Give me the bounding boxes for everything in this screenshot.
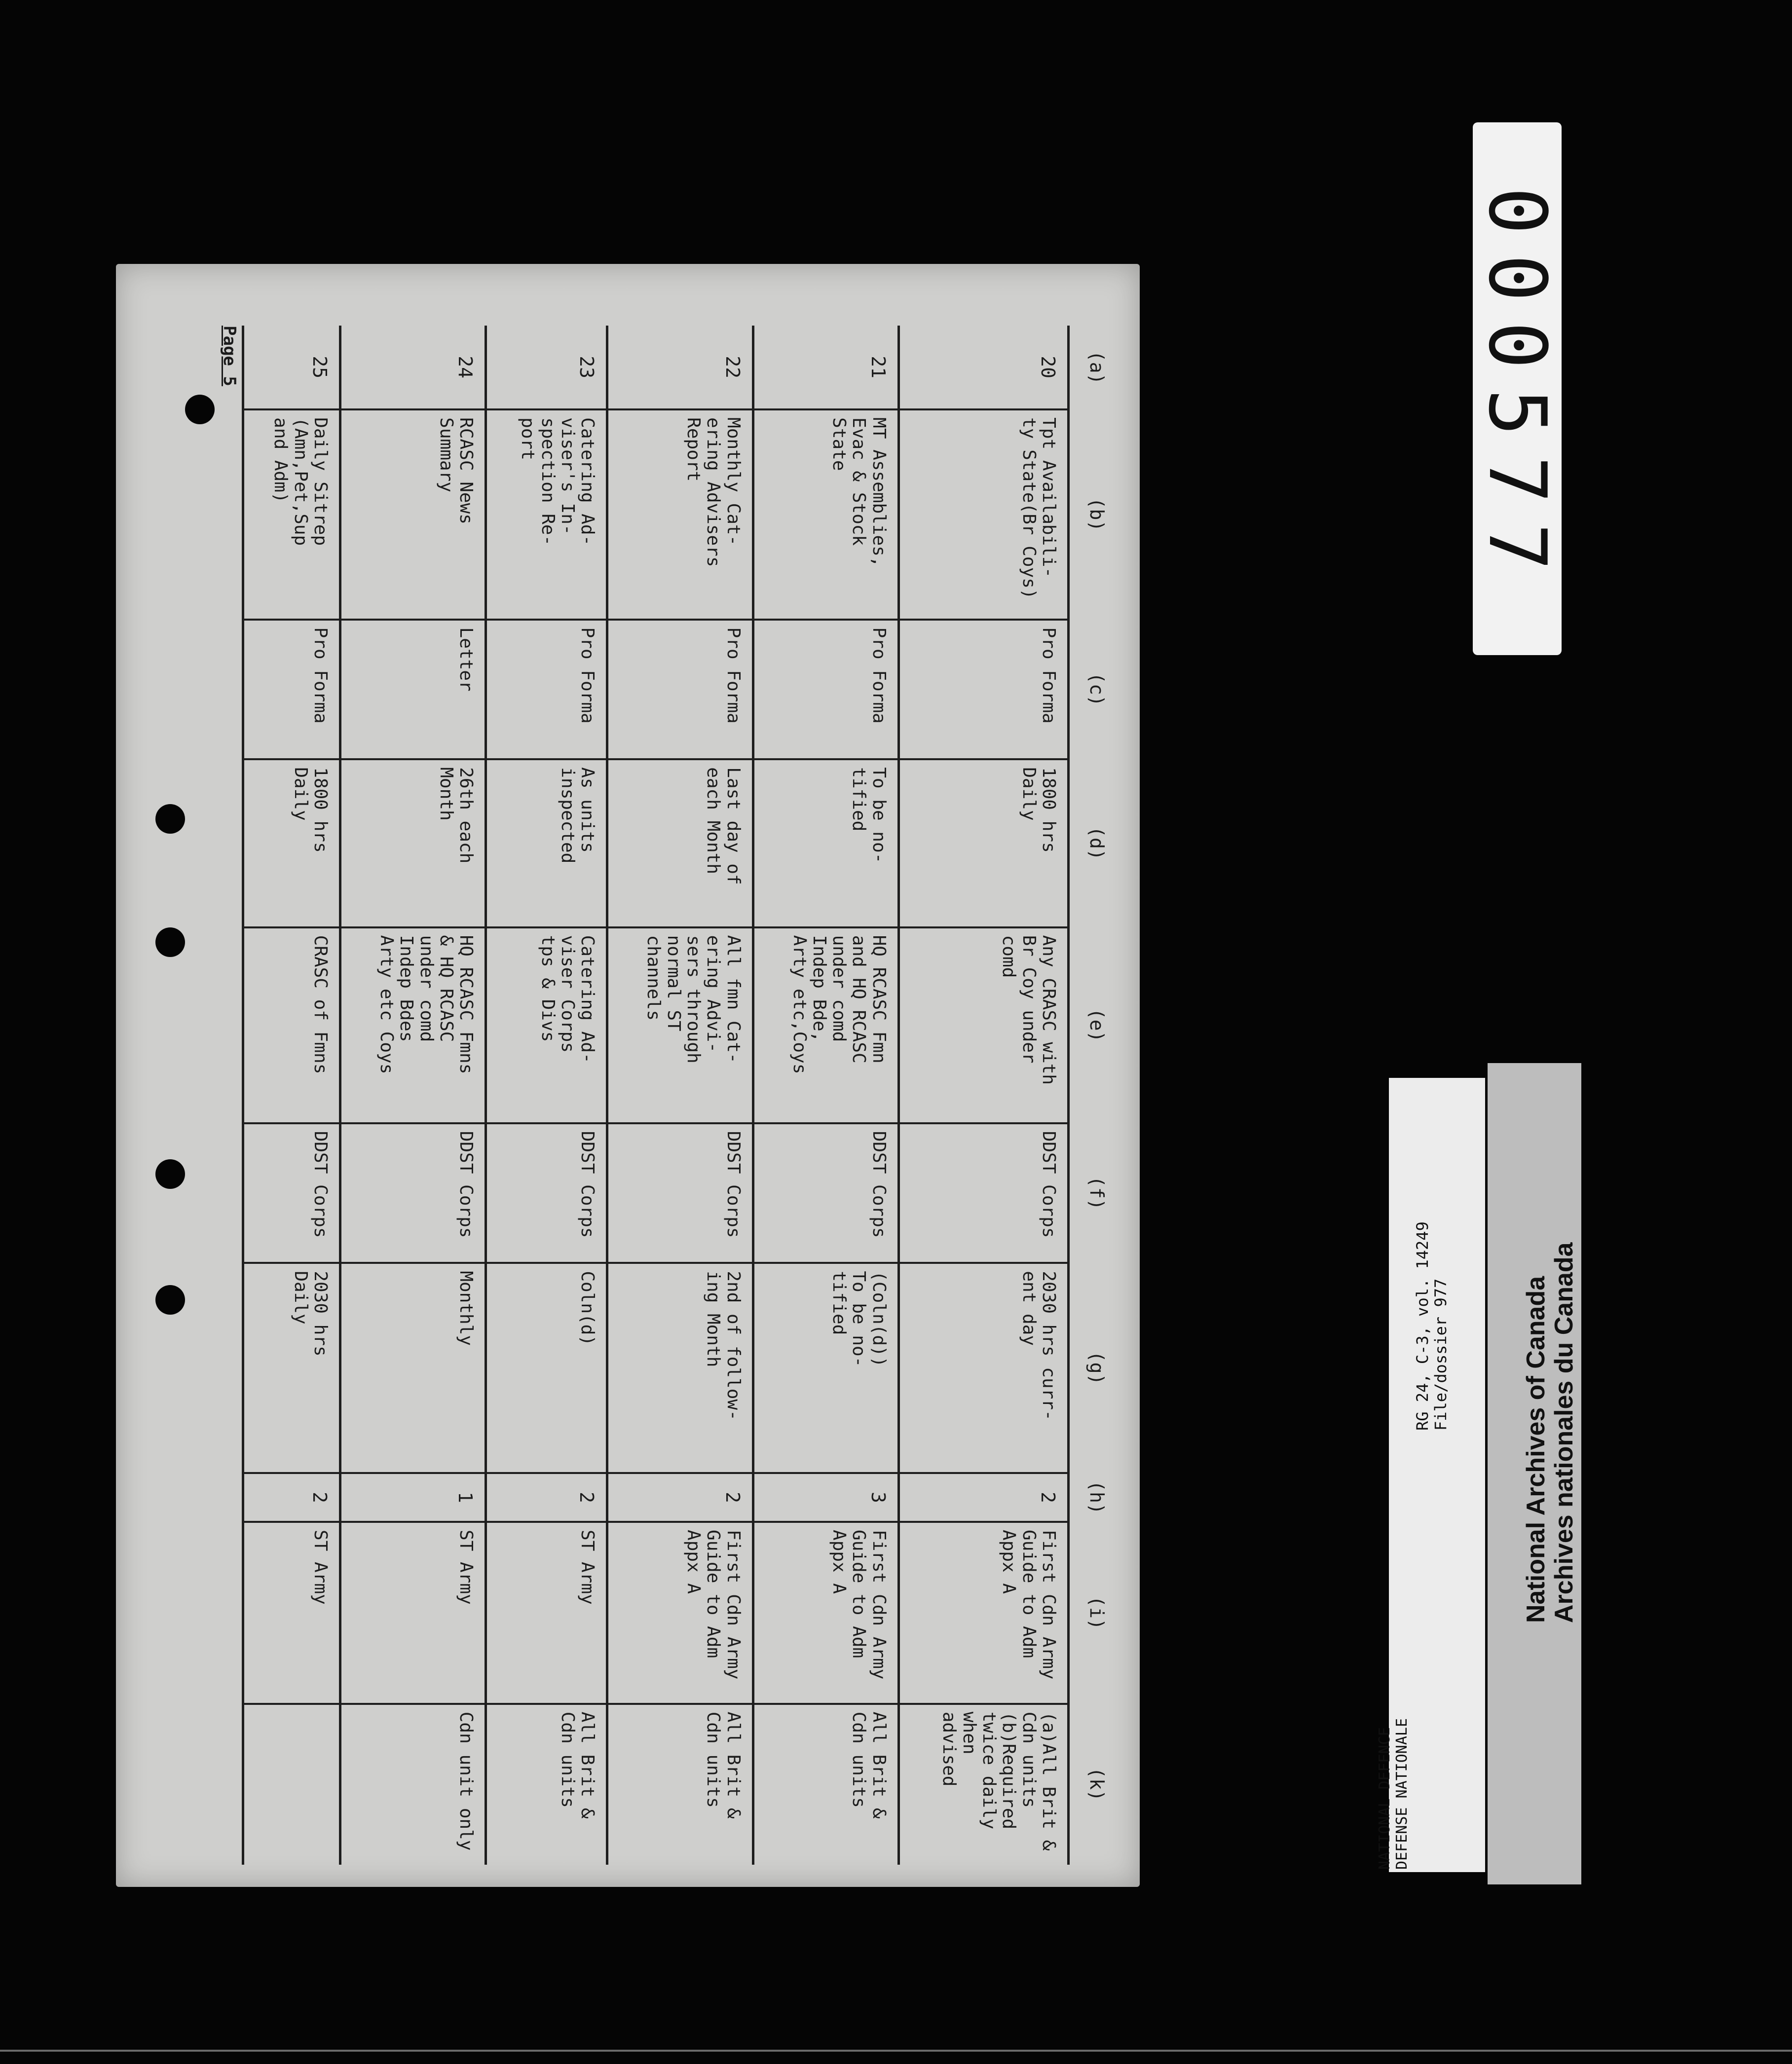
serial-cell: 20 [1037, 356, 1059, 378]
report-title-cell: RCASC News Summary [340, 409, 486, 619]
serial-cell: 21 [867, 356, 889, 378]
remarks-cell: Cdn unit only [340, 1704, 486, 1865]
rendered-to-cell: DDST Corps [607, 1123, 753, 1263]
authority-cell: ST Army [340, 1522, 486, 1704]
punch-hole [155, 1159, 185, 1189]
column-header: (d) [1086, 826, 1108, 860]
column-header: (h) [1086, 1480, 1108, 1514]
column-header: (b) [1086, 497, 1108, 532]
period-cell: 1800 hrs Daily [898, 759, 1068, 927]
table-row [753, 326, 898, 1865]
report-title-cell: Monthly Cat- ering Advisers Report [607, 409, 753, 619]
authority-cell: First Cdn Army Guide to Adm Appx A [898, 1522, 1068, 1704]
remarks-cell [243, 1704, 340, 1865]
serial-cell: 24 [454, 356, 477, 378]
table-row [243, 326, 340, 1865]
copies-cell: 2 [486, 1473, 607, 1522]
due-cell: (Coln(d)) To be no- tified [753, 1263, 898, 1473]
authority-cell: ST Army [243, 1522, 340, 1704]
department-text [1377, 1718, 1411, 1870]
due-cell: Coln(d) [486, 1263, 607, 1473]
form-type-cell: Pro Forma [607, 620, 753, 760]
column-header: (f) [1086, 1176, 1108, 1210]
report-title-cell: Tpt Availabili- ty State(Br Coys) [898, 409, 1068, 619]
column-header: (e) [1086, 1008, 1108, 1042]
frame-number-stamp [1473, 122, 1562, 655]
column-header-row [1069, 326, 1111, 1865]
due-cell: 2nd of follow- ing Month [607, 1263, 753, 1473]
table-row [340, 326, 486, 1865]
form-type-cell: Pro Forma [898, 620, 1068, 760]
punch-hole [155, 804, 185, 834]
rendered-to-cell: DDST Corps [898, 1123, 1068, 1263]
period-cell: 26th each Month [340, 759, 486, 927]
copies-cell: 2 [898, 1473, 1068, 1522]
copies-cell: 2 [607, 1473, 753, 1522]
rendered-to-cell: DDST Corps [486, 1123, 607, 1263]
rendered-to-cell: DDST Corps [753, 1123, 898, 1263]
remarks-cell: All Brit & Cdn units [607, 1704, 753, 1865]
page-label: Page 5 [220, 326, 239, 386]
rendered-by-cell: HQ RCASC Fmn and HQ RCASC under comd Indep Bde, Arty etc,Coys [753, 927, 898, 1123]
rendered-to-cell: DDST Corps [243, 1123, 340, 1263]
rendered-by-cell: Any CRASC with Br Coy under comd [898, 927, 1068, 1123]
form-type-cell: Pro Forma [243, 620, 340, 760]
column-header: (k) [1086, 1767, 1108, 1802]
frame-number: 000577 [1471, 187, 1564, 590]
report-title-cell: Daily Sitrep (Amn,Pet,Sup and Adm) [243, 409, 340, 619]
table-row [486, 326, 607, 1865]
form-type-cell: Pro Forma [486, 620, 607, 760]
reference-text [1414, 1221, 1450, 1431]
report-title-cell: Catering Ad- viser's In- spection Re- port [486, 409, 607, 619]
department-line: NATIONAL DEFENCE [1376, 1727, 1393, 1870]
serial-cell: 25 [309, 356, 331, 378]
department-line: DEFENSE NATIONALE [1393, 1718, 1411, 1870]
remarks-cell: All Brit & Cdn units [753, 1704, 898, 1865]
reference-line: File/dossier 977 [1431, 1278, 1450, 1431]
rendered-by-cell: HQ RCASC Fmns & HQ RCASC under comd Indep Bdes Arty etc Coys [340, 927, 486, 1123]
period-cell: 1800 hrs Daily [243, 759, 340, 927]
column-header: (g) [1086, 1351, 1108, 1385]
serial-cell: 22 [721, 356, 744, 378]
authority-cell: First Cdn Army Guide to Adm Appx A [607, 1522, 753, 1704]
rendered-by-cell: CRASC of Fmns [243, 927, 340, 1123]
copies-cell: 2 [243, 1473, 340, 1522]
report-title-cell: MT Assemblies, Evac & Stock State [753, 409, 898, 619]
authority-cell: ST Army [486, 1522, 607, 1704]
due-cell: 2030 hrs Daily [243, 1263, 340, 1473]
archives-name-fr: Archives nationales du Canada [1550, 1242, 1579, 1623]
reports-table [242, 326, 1110, 1865]
column-header: (i) [1086, 1596, 1108, 1630]
copies-cell: 3 [753, 1473, 898, 1522]
form-type-cell: Letter [340, 620, 486, 760]
scan-edge-line [0, 2050, 1792, 2052]
period-cell: As units inspected [486, 759, 607, 927]
remarks-cell: All Brit & Cdn units [486, 1704, 607, 1865]
rendered-by-cell: Catering Ad- viser Corps tps & Divs [486, 927, 607, 1123]
rendered-to-cell: DDST Corps [340, 1123, 486, 1263]
punch-hole [155, 927, 185, 957]
due-cell: Monthly [340, 1263, 486, 1473]
table-row [898, 326, 1068, 1865]
authority-cell: First Cdn Army Guide to Adm Appx A [753, 1522, 898, 1704]
period-cell: To be no- tified [753, 759, 898, 927]
due-cell: 2030 hrs curr- ent day [898, 1263, 1068, 1473]
form-type-cell: Pro Forma [753, 620, 898, 760]
archives-name-en: National Archives of Canada [1522, 1276, 1550, 1623]
rotated-table-area [192, 326, 1110, 1865]
remarks-cell: (a)All Brit & Cdn units (b)Required twice daily when advised [898, 1704, 1068, 1865]
column-header: (c) [1086, 672, 1108, 706]
serial-cell: 23 [576, 356, 598, 378]
period-cell: Last day of each Month [607, 759, 753, 927]
table-row [607, 326, 753, 1865]
copies-cell: 1 [340, 1473, 486, 1522]
archives-name-text [1522, 1242, 1578, 1623]
rendered-by-cell: All fmn Cat- ering Advi- sers through normal ST channels [607, 927, 753, 1123]
reference-line: RG 24, C-3, vol. 14249 [1413, 1221, 1432, 1431]
column-header: (a) [1086, 350, 1108, 385]
punch-hole [155, 1285, 185, 1315]
